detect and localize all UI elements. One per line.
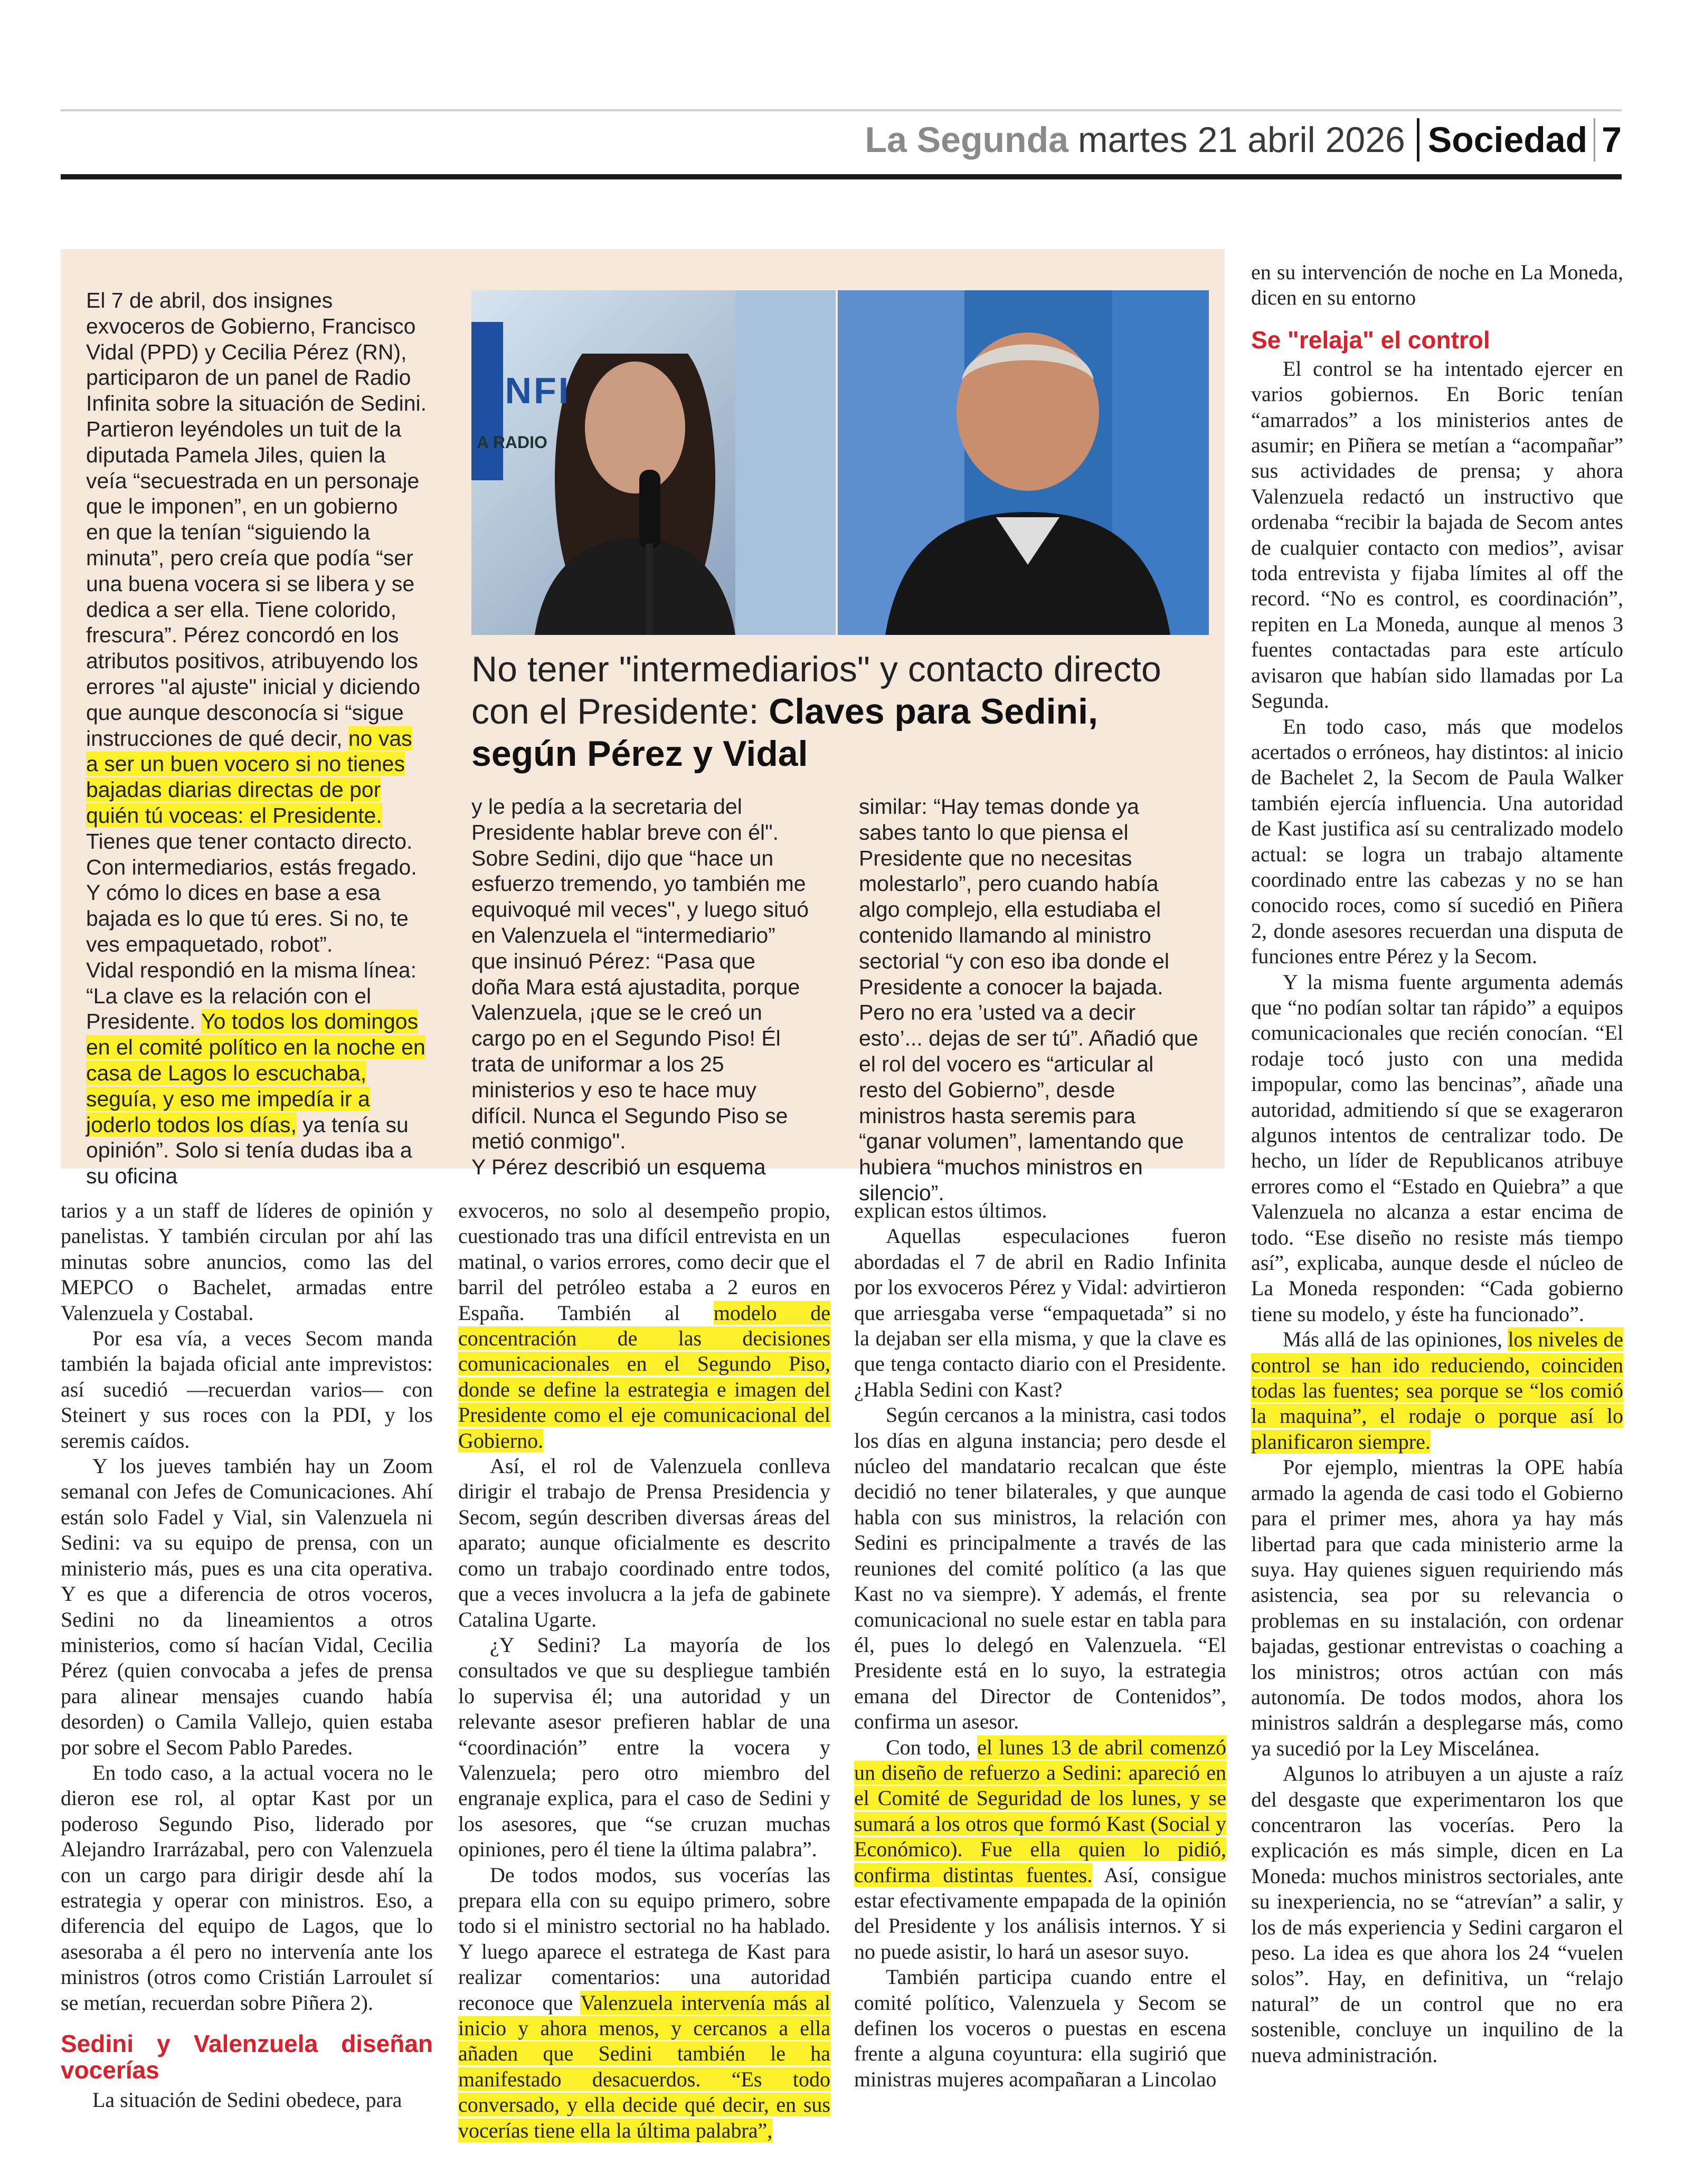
article-paragraph: Aquellas especulaciones fueron abordadas el 7 de abril en Radio Infinita por los exvoceros Pérez y Vidal: advirtieron que arriesgaba verse “empaquetada” si no la dejaban ser ella misma, y que la clave es que tenga contacto diario con el Presidente. ¿Habla Sedini con Kast? <box>854 1224 1226 1401</box>
sidebar-paragraph: Y Pérez describió un esquema <box>471 1155 766 1180</box>
sidebar-paragraph: similar: “Hay temas donde ya sabes tanto lo que piensa el Presidente que no necesitas molestarlo”, pero cuando había algo complejo, ella estudiaba el contenido llamando al ministro sectorial “y con eso iba donde el Presidente a conocer la bajada. Pero no era ’usted va a decir esto’... dejas de ser tú”. Añadió que el rol del vocero es “articular al resto del Gobierno”, desde ministros hasta seremis para “ganar volumen”, lamentando que hubiera “muchos ministros en silencio”. <box>859 794 1198 1205</box>
sidebar-headline: No tener "intermediarios" y contacto directo con el Presidente: Claves para Sedini, según Pérez y Vidal <box>471 649 1161 774</box>
article-paragraph: Así, el rol de Valenzuela conlleva dirigir el trabajo de Prensa Presidencia y Secom, según describen diversas áreas del aparato; aunque oficialmente es descrito como un trabajo coordinado entre todos, que a veces involucra a la jefa de gabinete Catalina Ugarte. <box>458 1454 830 1631</box>
photo-francisco-vidal <box>838 290 1209 635</box>
sidebar-paragraph: y le pedía a la secretaria del Presidente hablar breve con él". Sobre Sedini, dijo que “hace un esfuerzo tremendo, yo también me equivoqué mil veces", y luego situó en Valenzuela el “intermediario” que insinuó Pérez: “Pasa que doña Mara está ajustadita, porque Valenzuela, ¡que se le creó un cargo po en el Segundo Piso! Él trata de uniformar a los 25 ministerios y eso te hace muy difícil. Nunca el Segundo Piso se metió conmigo". <box>471 794 809 1154</box>
issue-date: martes 21 abril 2026 <box>1077 120 1405 160</box>
article-paragraph: De todos modos, sus vocerías las prepara ella con su equipo primero, sobre todo si el ministro sectorial no ha hablado. Y luego aparece el estratega de Kast para realizar comentarios: una autoridad reconoce que Valenzuela intervenía más al inicio y ahora menos, y cercanos a ella añaden que Sedini también le ha manifestado desacuerdos. “Es todo conversado, y ella decide qué decir, en sus vocerías tiene ella la última palabra”, <box>458 1863 831 2142</box>
page-header <box>865 113 1622 166</box>
header-divider-thin <box>1594 118 1595 162</box>
page-number: 7 <box>1602 120 1622 160</box>
article-paragraph: explican estos últimos. <box>854 1199 1047 1222</box>
article-paragraph: Por esa vía, a veces Secom manda también la bajada oficial ante imprevistos: así sucedió —recuerdan varios— con Steinert y sus roces con la PDI, y los seremis caídos. <box>61 1326 433 1452</box>
radio-logo-subtext: A RADIO <box>477 433 547 452</box>
article-paragraph: Por ejemplo, mientras la OPE había armado la agenda de casi todo el Gobierno para el primer mes, ahora ya hay más libertad para que cada ministerio arme la suya. Hay quienes siguen requiriendo más asistencia, sea por su relevancia o problemas en su instalación, con ordenar bajadas, gestionar entrevistas o coaching a los ministros; otros actúan con más autonomía. De todos modos, ahora los ministros saldrán a desplegarse más, como ya sucedió por la Ley Miscelánea. <box>1251 1455 1623 1760</box>
article-paragraph: Según cercanos a la ministra, casi todos los días en alguna instancia; pero desde el núcleo del mandatario recalcan que éste decidió no tener bilaterales, y que aunque habla con sus ministros, la relación con Sedini es principalmente a través de las reuniones del comité político (a las que Kast no va siempre). Y además, el frente comunicacional no suele estar en tabla para él, pues lo delegó en Valenzuela. “El Presidente está en lo suyo, la estrategia emana del Director de Contenidos”, confirma un asesor. <box>854 1403 1226 1734</box>
article-paragraph: exvoceros, no solo al desempeño propio, cuestionado tras una difícil entrevista en un matinal, o varios errores, como decir que el barril del petróleo estaba a 2 euros en España. También al modelo de concentración de las decisiones comunicacionales en el Segundo Piso, donde se define la estrategia e imagen del Presidente como el eje comunicacional del Gobierno. <box>458 1199 830 1452</box>
subheading-relaja-control: Se "relaja" el control <box>1251 326 1490 354</box>
highlighted-text: modelo de concentración de las decisiones comunicacionales en el Segundo Piso, donde se define la estrategia e imagen del Presidente como el eje comunicacional del Gobierno. <box>458 1300 830 1452</box>
article-paragraph: En todo caso, más que modelos acertados o erróneos, hay distintos: al inicio de Bachelet 2, la Secom de Paula Walker también ejercía influencia. Una autoridad de Kast justifica así su centralizado modelo actual: se logra un trabajo altamente coordinado entre las cabezas y no se han conocido roces, como sí sucedió en Piñera 2, donde asesores recuerdan una disputa de funciones entre Pérez y la Secom. <box>1251 714 1623 968</box>
article-paragraph: Con todo, el lunes 13 de abril comenzó un diseño de refuerzo a Sedini: apareció en el Comité de Seguridad de los lunes, y se sumará a los otros que formó Kast (Social y Económico). Fue ella quien lo pidió, confirma distintas fuentes. Así, consigue estar efectivamente empapada de la opinión del Presidente y los análisis internos. Y si no puede asistir, lo hará un asesor suyo. <box>854 1735 1227 1963</box>
subheading-sedini-valenzuela: Sedini y Valenzuela diseñan vocerías <box>61 2030 433 2084</box>
article-paragraph: en su intervención de noche en La Moneda, dicen en su entorno <box>1251 260 1623 310</box>
highlighted-text: los niveles de control se han ido reduciendo, coinciden todas las fuentes; sea porque se “los comió la maquina”, el rodaje o porque así lo planificaron siempre. <box>1251 1327 1624 1454</box>
top-rule <box>61 109 1622 111</box>
article-col-2 <box>458 1198 830 2143</box>
article-paragraph: Más allá de las opiniones, los niveles de control se han ido reduciendo, coinciden todas las fuentes; sea porque se “los comió la maquina”, el rodaje o porque así lo planificaron siempre. <box>1251 1327 1624 1454</box>
photo-cecilia-perez <box>471 290 836 635</box>
header-divider <box>1417 118 1419 162</box>
section-name: Sociedad <box>1427 120 1588 160</box>
highlighted-quote: Yo todos los domingos en el comité político en la noche en casa de Lagos lo escuchaba, seguía, y eso me impedía ir a joderlo todos los días, <box>86 1009 425 1137</box>
article-col-1 <box>61 1198 433 2113</box>
highlighted-text: el lunes 13 de abril comenzó un diseño de refuerzo a Sedini: apareció en el Comité de Seguridad de los lunes, y se sumará a los otros que formó Kast (Social y Económico). Fue ella quien lo pidió, confirma distintas fuentes. <box>854 1735 1227 1887</box>
header-rule <box>61 174 1622 179</box>
article-col-3 <box>854 1198 1226 2092</box>
article-paragraph: Y los jueves también hay un Zoom semanal con Jefes de Comunicaciones. Ahí están solo Fadel y Vial, sin Valenzuela ni Sedini: va su equipo de prensa, con un ministerio más, pues es una cita operativa. Y es que a diferencia de otros voceros, Sedini no da lineamientos a otros ministerios, como sí hacían Vidal, Cecilia Pérez (quien convocaba a jefes de prensa para alinear mensajes cuando había desorden) o Camila Vallejo, quien estaba por sobre el Secom Pablo Paredes. <box>61 1454 433 1759</box>
article-col-4 <box>1251 260 1623 2068</box>
sidebar-paragraph: El 7 de abril, dos insignes exvoceros de Gobierno, Francisco Vidal (PPD) y Cecilia Pérez (RN), participaron de un panel de Radio Infinita sobre la situación de Sedini. Partieron leyéndoles un tuit de la diputada Pamela Jiles, quien la veía “secuestrada en un personaje que le imponen”, en un gobierno en que la tenían “siguiendo la minuta”, pero creía que podía “ser una buena vocera si se libera y se dedica a ser ella. Tiene colorido, frescura”. Pérez concordó en los atributos positivos, atribuyendo los errores "al ajuste" inicial y diciendo que aunque desconocía si “sigue instrucciones de qué decir, no vas a ser un buen vocero si no tienes bajadas diarias directas de por quién tú voceas: el Presidente. Tienes que tener contacto directo. Con intermediarios, estás fregado. Y cómo lo dices en base a esa bajada es lo que tú eres. Si no, te ves empaquetado, robot”. <box>86 288 427 956</box>
article-paragraph: La situación de Sedini obedece, para <box>92 2088 402 2112</box>
article-paragraph: ¿Y Sedini? La mayoría de los consultados ve que su despliegue también lo supervisa él; una autoridad y un relevante asesor prefieren hablar de una “coordinación” entre la vocera y Valenzuela; pero otro miembro del engranaje explica, para el caso de Sedini y los asesores, que “se cruzan muchas opiniones, pero él tiene la última palabra”. <box>458 1632 830 1862</box>
radio-logo-text: INFI <box>493 370 571 411</box>
highlighted-text: Valenzuela intervenía más al inicio y ahora menos, y cercanos a ella añaden que Sedini también le ha manifestado desacuerdos. “Es todo conversado, y ella decide qué decir, en sus vocerías tiene ella la última palabra”, <box>458 1990 831 2142</box>
sidebar-col-1 <box>86 288 427 1189</box>
highlighted-quote: no vas a ser un buen vocero si no tienes bajadas diarias directas de por quién tú voceas: el Presidente. <box>86 726 412 828</box>
article-paragraph: En todo caso, a la actual vocera no le dieron ese rol, al optar Kast por un poderoso Segundo Piso, liderado por Alejandro Irarrázabal, pero con Valenzuela con un cargo para dirigir desde ahí la estrategia y operar con ministros. Eso, a diferencia del equipo de Lagos, que lo asesoraba a él pero no intervenía ante los ministros (otros como Cristián Larroulet sí se metían, recuerdan sobre Piñera 2). <box>61 1760 433 2015</box>
article-paragraph: Algunos lo atribuyen a un ajuste a raíz del desgaste que experimentaron los que concentraron las vocerías. Pero la explicación es más simple, dicen en La Moneda: muchos ministros sectoriales, ante su inexperiencia, no se “atrevían” a salir, y los de más experiencia y Sedini cargaron el peso. La idea es que ahora los 24 “vuelen solos”. Hay, en definitiva, un “relajo natural” de un control que no era sostenible, concluye un inquilino de la nueva administración. <box>1251 1762 1623 2067</box>
article-paragraph: También participa cuando entre el comité político, Valenzuela y Secom se definen los voceros o puestas en escena frente a alguna coyuntura: ella sugirió que ministras mujeres acompañaran a Lincolao <box>854 1965 1226 2091</box>
article-paragraph: El control se ha intentado ejercer en varios gobiernos. En Boric tenían “amarrados” a los ministerios antes de asumir; en Piñera se metían a “acompañar” sus actividades de prensa; y ahora Valenzuela redactó un instructivo que ordenaba “recibir la bajada de Secom antes de cualquier contacto con medios”, avisar toda entrevista y fijaba límites al off the record. “No es control, es coordinación”, repiten en La Moneda, aunque al menos 3 fuentes contactadas para este artículo avisaron que habían sido llamadas por La Segunda. <box>1251 356 1623 713</box>
newspaper-name: La Segunda <box>865 120 1068 160</box>
sidebar-col-3 <box>859 794 1202 1206</box>
sidebar-paragraph: Vidal respondió en la misma línea: “La clave es la relación con el Presidente. Yo todos los domingos en el comité político en la noche en casa de Lagos lo escuchaba, seguía, y eso me impedía ir a joderlo todos los días, ya tenía su opinión”. Solo si tenía dudas iba a su oficina <box>86 957 425 1189</box>
article-paragraph: Y la misma fuente argumenta además que “no podían soltar tan rápido” a equipos comunicacionales que recién conocían. “El rodaje tocó justo con una medida impopular, como las bencinas”, añade una autoridad, admitiendo sí que se exageraron algunos intentos de centralizar todo. De hecho, un líder de Republicanos atribuye errores como el “Estado en Quiebra” a que Valenzuela no alcanza a estar encima de todo. “Ese diseño no resiste más tiempo así”, explicaba, aunque desde el núcleo de La Moneda responden: “Cada gobierno tiene su modelo, y éste ha funcionado”. <box>1251 970 1623 1326</box>
article-paragraph: tarios y a un staff de líderes de opinión y panelistas. Y también circulan por ahí las minutas sobre anuncios, como las del MEPCO o Bachelet, armadas entre Valenzuela y Costabal. <box>61 1199 433 1325</box>
sidebar-col-2 <box>471 794 809 1180</box>
